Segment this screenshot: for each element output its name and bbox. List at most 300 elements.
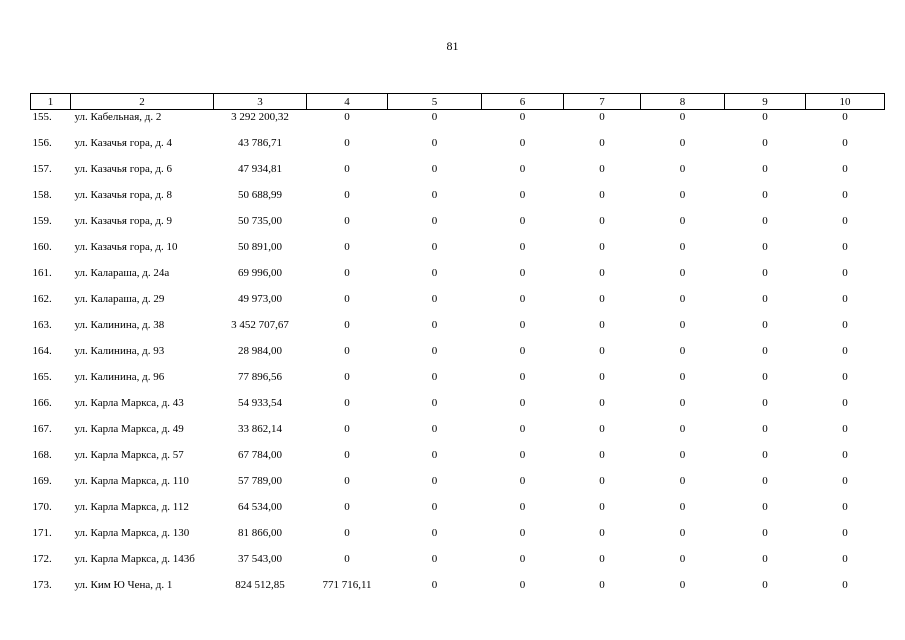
value-cell-7 — [564, 162, 641, 188]
value-cell-5-text: 0 — [431, 397, 438, 409]
row-number-text: 172. — [32, 553, 52, 565]
value-cell-5 — [388, 136, 482, 162]
value-cell-4-text: 0 — [344, 111, 350, 123]
value-cell-7-text: 0 — [599, 501, 605, 513]
value-cell-10 — [806, 448, 885, 474]
amount-cell-text: 3 452 707,67 — [231, 319, 289, 331]
value-cell-5 — [388, 266, 482, 292]
value-cell-4 — [307, 292, 388, 318]
amount-cell-text: 49 973,00 — [238, 293, 282, 305]
address-cell-text: ул. Карла Маркса, д. 49 — [74, 423, 184, 435]
column-header-3: 3 — [214, 94, 307, 110]
value-cell-10 — [806, 136, 885, 162]
value-cell-8 — [641, 240, 725, 266]
value-cell-7-text: 0 — [599, 579, 605, 591]
value-cell-7-text: 0 — [599, 111, 605, 123]
value-cell-4 — [307, 318, 388, 344]
table-row — [31, 422, 885, 448]
value-cell-8-text: 0 — [679, 475, 686, 487]
column-header-6: 6 — [482, 94, 564, 110]
amount-cell-text: 47 934,81 — [238, 163, 282, 175]
address-cell-text: ул. Калинина, д. 93 — [74, 345, 165, 357]
address-cell-text: ул. Карла Маркса, д. 112 — [74, 501, 189, 513]
amount-cell — [214, 448, 307, 474]
row-number-text: 169. — [32, 475, 52, 487]
amount-cell-text: 50 735,00 — [238, 215, 282, 227]
address-cell — [71, 162, 214, 188]
value-cell-8 — [641, 500, 725, 526]
value-cell-4-text: 0 — [344, 501, 350, 513]
value-cell-8-text: 0 — [679, 397, 686, 409]
amount-cell-text: 57 789,00 — [238, 475, 282, 487]
value-cell-9 — [725, 292, 806, 318]
row-number-text: 173. — [32, 579, 52, 591]
value-cell-8 — [641, 396, 725, 422]
address-cell — [71, 344, 214, 370]
value-cell-6-text: 0 — [519, 423, 526, 435]
amount-cell — [214, 292, 307, 318]
value-cell-7-text: 0 — [599, 293, 605, 305]
value-cell-7-text: 0 — [599, 163, 605, 175]
value-cell-10-text: 0 — [842, 111, 848, 123]
value-cell-6 — [482, 266, 564, 292]
amount-cell-text: 824 512,85 — [235, 579, 285, 591]
amount-cell-text: 50 688,99 — [238, 189, 282, 201]
value-cell-10-text: 0 — [842, 293, 848, 305]
row-number-text: 161. — [32, 267, 52, 279]
row-number — [31, 318, 71, 344]
value-cell-10 — [806, 266, 885, 292]
value-cell-5-text: 0 — [431, 215, 438, 227]
value-cell-4 — [307, 110, 388, 137]
row-number — [31, 396, 71, 422]
value-cell-9-text: 0 — [762, 345, 768, 357]
value-cell-4 — [307, 448, 388, 474]
amount-cell — [214, 240, 307, 266]
value-cell-7-text: 0 — [599, 449, 605, 461]
value-cell-4 — [307, 344, 388, 370]
address-cell-text: ул. Карла Маркса, д. 143б — [74, 553, 195, 565]
row-number-text: 160. — [32, 241, 52, 253]
value-cell-5 — [388, 162, 482, 188]
value-cell-9-text: 0 — [762, 527, 768, 539]
value-cell-9 — [725, 526, 806, 552]
address-cell — [71, 578, 214, 604]
value-cell-7 — [564, 448, 641, 474]
value-cell-6 — [482, 370, 564, 396]
table-row — [31, 448, 885, 474]
value-cell-5 — [388, 500, 482, 526]
value-cell-4-text: 0 — [344, 475, 350, 487]
value-cell-10-text: 0 — [842, 189, 848, 201]
value-cell-9-text: 0 — [762, 397, 768, 409]
header-row — [31, 94, 885, 110]
value-cell-6 — [482, 214, 564, 240]
value-cell-10 — [806, 474, 885, 500]
value-cell-8 — [641, 136, 725, 162]
value-cell-5-text: 0 — [431, 241, 438, 253]
address-cell — [71, 188, 214, 214]
address-cell-text: ул. Кабельная, д. 2 — [74, 111, 162, 123]
value-cell-5-text: 0 — [431, 371, 438, 383]
value-cell-6-text: 0 — [519, 553, 526, 565]
value-cell-6 — [482, 110, 564, 137]
value-cell-9-text: 0 — [762, 111, 768, 123]
value-cell-6-text: 0 — [519, 501, 526, 513]
value-cell-9 — [725, 240, 806, 266]
table-row — [31, 110, 885, 137]
value-cell-7 — [564, 188, 641, 214]
address-cell — [71, 500, 214, 526]
value-cell-8 — [641, 370, 725, 396]
value-cell-5 — [388, 344, 482, 370]
column-header-1: 1 — [31, 94, 71, 110]
value-cell-6 — [482, 474, 564, 500]
value-cell-4-text: 0 — [344, 553, 350, 565]
table-row — [31, 500, 885, 526]
amount-cell — [214, 474, 307, 500]
amount-cell-text: 43 786,71 — [238, 137, 282, 149]
value-cell-10 — [806, 110, 885, 137]
value-cell-7 — [564, 344, 641, 370]
table-row — [31, 188, 885, 214]
value-cell-9-text: 0 — [762, 449, 768, 461]
value-cell-6 — [482, 500, 564, 526]
column-header-9: 9 — [725, 94, 806, 110]
address-cell — [71, 318, 214, 344]
row-number — [31, 422, 71, 448]
value-cell-9 — [725, 110, 806, 137]
value-cell-10 — [806, 370, 885, 396]
value-cell-9-text: 0 — [762, 163, 768, 175]
value-cell-7-text: 0 — [599, 345, 605, 357]
row-number — [31, 292, 71, 318]
value-cell-4 — [307, 214, 388, 240]
value-cell-8 — [641, 110, 725, 137]
value-cell-10 — [806, 188, 885, 214]
amount-cell-text: 64 534,00 — [238, 501, 282, 513]
amount-cell-text: 81 866,00 — [238, 527, 282, 539]
value-cell-9 — [725, 318, 806, 344]
value-cell-10-text: 0 — [842, 241, 848, 253]
value-cell-6-text: 0 — [519, 579, 526, 591]
value-cell-7 — [564, 370, 641, 396]
value-cell-4-text: 0 — [344, 319, 350, 331]
value-cell-4 — [307, 422, 388, 448]
address-cell — [71, 136, 214, 162]
value-cell-10-text: 0 — [842, 423, 848, 435]
amount-cell-text: 28 984,00 — [238, 345, 282, 357]
table-row — [31, 214, 885, 240]
value-cell-9-text: 0 — [762, 423, 768, 435]
table-row — [31, 292, 885, 318]
value-cell-9-text: 0 — [762, 501, 768, 513]
value-cell-6 — [482, 448, 564, 474]
value-cell-5 — [388, 370, 482, 396]
value-cell-7 — [564, 500, 641, 526]
table-row — [31, 552, 885, 578]
value-cell-4-text: 0 — [344, 371, 350, 383]
value-cell-10 — [806, 422, 885, 448]
value-cell-4-text: 0 — [344, 397, 350, 409]
value-cell-7 — [564, 422, 641, 448]
page-number: 81 — [446, 39, 459, 53]
row-number-text: 164. — [32, 345, 52, 357]
value-cell-5 — [388, 526, 482, 552]
address-cell-text: ул. Карла Маркса, д. 43 — [74, 397, 184, 409]
value-cell-7 — [564, 396, 641, 422]
row-number — [31, 266, 71, 292]
value-cell-7-text: 0 — [599, 241, 605, 253]
value-cell-9 — [725, 500, 806, 526]
value-cell-5-text: 0 — [431, 293, 438, 305]
value-cell-7-text: 0 — [599, 553, 605, 565]
address-cell-text: ул. Казачья гора, д. 6 — [74, 163, 172, 175]
value-cell-4-text: 0 — [344, 267, 350, 279]
column-header-5: 5 — [388, 94, 482, 110]
value-cell-10-text: 0 — [842, 527, 848, 539]
value-cell-10-text: 0 — [842, 397, 848, 409]
value-cell-8-text: 0 — [679, 371, 686, 383]
row-number-text: 171. — [32, 527, 52, 539]
value-cell-9 — [725, 370, 806, 396]
value-cell-9 — [725, 214, 806, 240]
value-cell-4-text: 0 — [344, 423, 350, 435]
address-cell — [71, 292, 214, 318]
value-cell-7 — [564, 240, 641, 266]
value-cell-6 — [482, 526, 564, 552]
value-cell-6-text: 0 — [519, 475, 526, 487]
table-row — [31, 396, 885, 422]
value-cell-5-text: 0 — [431, 267, 438, 279]
value-cell-6-text: 0 — [519, 111, 526, 123]
value-cell-4-text: 0 — [344, 527, 350, 539]
value-cell-8-text: 0 — [679, 293, 686, 305]
value-cell-8 — [641, 474, 725, 500]
amount-cell — [214, 344, 307, 370]
row-number-text: 170. — [32, 501, 52, 513]
value-cell-7 — [564, 578, 641, 604]
value-cell-4 — [307, 474, 388, 500]
value-cell-7 — [564, 110, 641, 137]
value-cell-4-text: 0 — [344, 137, 350, 149]
value-cell-6 — [482, 422, 564, 448]
value-cell-7-text: 0 — [599, 215, 605, 227]
address-cell — [71, 240, 214, 266]
amount-cell — [214, 578, 307, 604]
value-cell-6-text: 0 — [519, 293, 526, 305]
value-cell-5 — [388, 448, 482, 474]
amount-cell — [214, 110, 307, 137]
row-number-text: 156. — [32, 137, 52, 149]
value-cell-6 — [482, 162, 564, 188]
value-cell-4-text: 0 — [344, 345, 350, 357]
value-cell-5-text: 0 — [431, 137, 438, 149]
row-number — [31, 578, 71, 604]
value-cell-6 — [482, 396, 564, 422]
value-cell-4-text: 0 — [344, 189, 350, 201]
value-cell-7 — [564, 552, 641, 578]
amount-cell-text: 33 862,14 — [238, 423, 282, 435]
value-cell-9-text: 0 — [762, 241, 768, 253]
row-number — [31, 370, 71, 396]
row-number — [31, 214, 71, 240]
value-cell-10-text: 0 — [842, 163, 848, 175]
value-cell-5 — [388, 422, 482, 448]
value-cell-4-text: 0 — [344, 293, 350, 305]
row-number-text: 157. — [32, 163, 52, 175]
value-cell-10-text: 0 — [842, 345, 848, 357]
row-number-text: 167. — [32, 423, 52, 435]
value-cell-6-text: 0 — [519, 319, 526, 331]
address-cell-text: ул. Калинина, д. 96 — [74, 371, 165, 383]
value-cell-6-text: 0 — [519, 345, 526, 357]
value-cell-8-text: 0 — [679, 449, 686, 461]
row-number — [31, 344, 71, 370]
address-cell — [71, 266, 214, 292]
value-cell-9-text: 0 — [762, 137, 768, 149]
amount-cell-text: 67 784,00 — [238, 449, 282, 461]
value-cell-8 — [641, 292, 725, 318]
row-number-text: 155. — [32, 111, 52, 123]
amount-cell — [214, 370, 307, 396]
value-cell-5 — [388, 110, 482, 137]
row-number-text: 165. — [32, 371, 52, 383]
table-body — [31, 110, 885, 605]
value-cell-5-text: 0 — [431, 111, 438, 123]
value-cell-7-text: 0 — [599, 475, 605, 487]
value-cell-4 — [307, 136, 388, 162]
value-cell-7 — [564, 474, 641, 500]
value-cell-5-text: 0 — [431, 501, 438, 513]
address-cell — [71, 370, 214, 396]
row-number-text: 166. — [32, 397, 52, 409]
value-cell-9-text: 0 — [762, 215, 768, 227]
amount-cell — [214, 500, 307, 526]
value-cell-10 — [806, 214, 885, 240]
value-cell-10 — [806, 162, 885, 188]
row-number — [31, 526, 71, 552]
value-cell-10 — [806, 318, 885, 344]
value-cell-6 — [482, 344, 564, 370]
amount-cell-text: 77 896,56 — [238, 371, 282, 383]
value-cell-4 — [307, 162, 388, 188]
amount-cell-text: 37 543,00 — [238, 553, 282, 565]
value-cell-7-text: 0 — [599, 137, 605, 149]
row-number — [31, 162, 71, 188]
row-number-text: 163. — [32, 319, 52, 331]
value-cell-9 — [725, 552, 806, 578]
value-cell-4 — [307, 188, 388, 214]
column-header-10: 10 — [806, 94, 885, 110]
amount-cell-text: 50 891,00 — [238, 241, 282, 253]
amount-cell — [214, 214, 307, 240]
value-cell-6-text: 0 — [519, 241, 526, 253]
table-row — [31, 578, 885, 604]
table-row — [31, 136, 885, 162]
address-cell-text: ул. Калинина, д. 38 — [74, 319, 165, 331]
value-cell-7-text: 0 — [599, 371, 605, 383]
value-cell-10 — [806, 552, 885, 578]
value-cell-8 — [641, 448, 725, 474]
value-cell-9 — [725, 344, 806, 370]
value-cell-4 — [307, 240, 388, 266]
value-cell-7 — [564, 214, 641, 240]
value-cell-7-text: 0 — [599, 267, 605, 279]
value-cell-9-text: 0 — [762, 267, 768, 279]
table-row — [31, 370, 885, 396]
address-cell-text: ул. Карла Маркса, д. 130 — [74, 527, 190, 539]
value-cell-10-text: 0 — [842, 449, 848, 461]
row-number — [31, 500, 71, 526]
value-cell-9 — [725, 396, 806, 422]
value-cell-6-text: 0 — [519, 215, 526, 227]
value-cell-8 — [641, 266, 725, 292]
value-cell-5-text: 0 — [431, 163, 438, 175]
row-number — [31, 448, 71, 474]
address-cell — [71, 422, 214, 448]
value-cell-10-text: 0 — [842, 371, 848, 383]
table-header — [31, 94, 885, 110]
value-cell-8-text: 0 — [679, 111, 686, 123]
value-cell-9 — [725, 474, 806, 500]
value-cell-10-text: 0 — [842, 475, 848, 487]
value-cell-8 — [641, 188, 725, 214]
row-number — [31, 136, 71, 162]
data-table — [30, 93, 885, 604]
value-cell-5 — [388, 292, 482, 318]
address-cell — [71, 448, 214, 474]
value-cell-5 — [388, 474, 482, 500]
value-cell-4-text: 771 716,11 — [322, 579, 372, 591]
row-number — [31, 110, 71, 137]
address-cell — [71, 526, 214, 552]
value-cell-6 — [482, 292, 564, 318]
amount-cell — [214, 526, 307, 552]
value-cell-7-text: 0 — [599, 423, 605, 435]
value-cell-6-text: 0 — [519, 163, 526, 175]
value-cell-9-text: 0 — [762, 579, 768, 591]
table-row — [31, 474, 885, 500]
value-cell-4 — [307, 500, 388, 526]
table-row — [31, 344, 885, 370]
value-cell-9 — [725, 422, 806, 448]
row-number — [31, 188, 71, 214]
address-cell-text: ул. Казачья гора, д. 8 — [74, 189, 172, 201]
value-cell-10-text: 0 — [842, 501, 848, 513]
value-cell-10 — [806, 292, 885, 318]
value-cell-10 — [806, 240, 885, 266]
value-cell-8 — [641, 318, 725, 344]
address-cell-text: ул. Калараша, д. 29 — [74, 293, 165, 305]
address-cell-text: ул. Ким Ю Чена, д. 1 — [74, 579, 173, 591]
value-cell-7 — [564, 136, 641, 162]
value-cell-6-text: 0 — [519, 189, 526, 201]
amount-cell — [214, 188, 307, 214]
value-cell-10-text: 0 — [842, 267, 848, 279]
value-cell-5-text: 0 — [431, 319, 438, 331]
value-cell-10-text: 0 — [842, 579, 848, 591]
row-number — [31, 474, 71, 500]
amount-cell-text: 3 292 200,32 — [231, 111, 289, 123]
address-cell — [71, 396, 214, 422]
amount-cell — [214, 552, 307, 578]
value-cell-8-text: 0 — [679, 267, 686, 279]
value-cell-8 — [641, 578, 725, 604]
value-cell-4 — [307, 526, 388, 552]
row-number-text: 162. — [32, 293, 52, 305]
value-cell-6-text: 0 — [519, 449, 526, 461]
